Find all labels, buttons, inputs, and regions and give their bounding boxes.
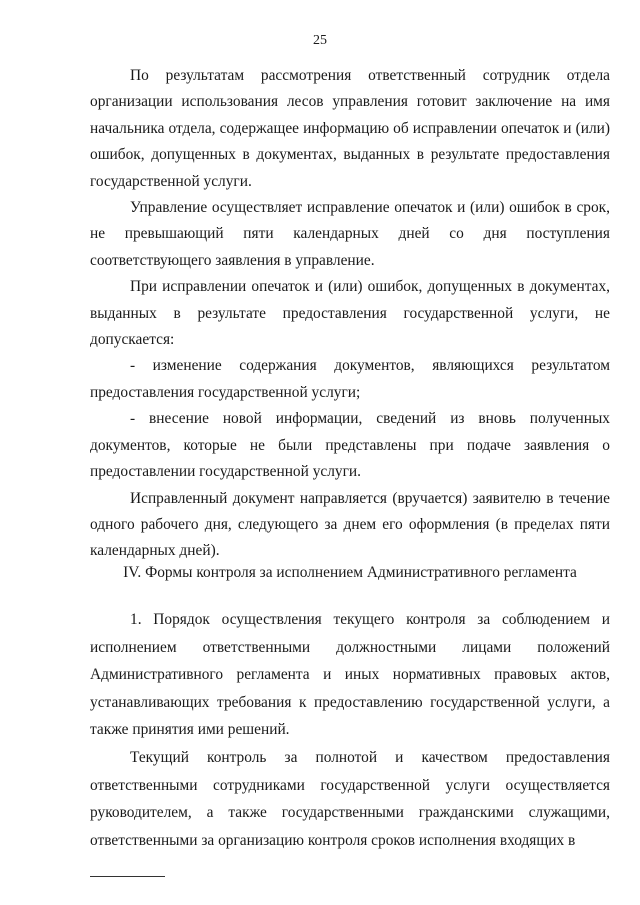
paragraph: При исправлении опечаток и (или) ошибок, допущенных в документах, выданных в результате предоставления государственной услуги, не допускается: xyxy=(90,278,610,349)
footnote-separator xyxy=(90,876,165,877)
paragraph: 1. Порядок осуществления текущего контроля за соблюдением и исполнением ответственными должностными лицами положений Административного регламента и иных нормативных правовых актов, устанавливающих требования к предоставлению государственной услуги, а также принятия ими решений. xyxy=(90,611,610,739)
text-block-top xyxy=(90,63,610,565)
list-item: - внесение новой информации, сведений из вновь полученных документов, которые не были представлены при подаче заявления о предоставлении государственной услуги. xyxy=(90,410,610,481)
list-item: - изменение содержания документов, являющихся результатом предоставления государственной услуги; xyxy=(90,357,610,401)
page-number: 25 xyxy=(313,33,327,48)
paragraph: По результатам рассмотрения ответственный сотрудник отдела организации использования лесов управления готовит заключение на имя начальника отдела, содержащее информацию об исправлении опечаток и (или) ошибок, допущенных в документах, выданных в результате предоставления государственной услуги. xyxy=(90,67,610,190)
section-heading: IV. Формы контроля за исполнением Административного регламента xyxy=(123,564,577,581)
text-block-bottom xyxy=(90,606,610,854)
paragraph: Управление осуществляет исправление опечаток и (или) ошибок в срок, не превышающий пяти календарных дней со дня поступления соответствующего заявления в управление. xyxy=(90,199,610,269)
paragraph: Текущий контроль за полнотой и качеством предоставления ответственными сотрудниками государственной услуги осуществляется руководителем, а также государственными гражданскими служащими, ответственными за организацию контроля сроков исполнения входящих в xyxy=(90,748,610,849)
paragraph: Исправленный документ направляется (вручается) заявителю в течение одного рабочего дня, следующего за днем его оформления (в пределах пяти календарных дней). xyxy=(90,489,610,560)
